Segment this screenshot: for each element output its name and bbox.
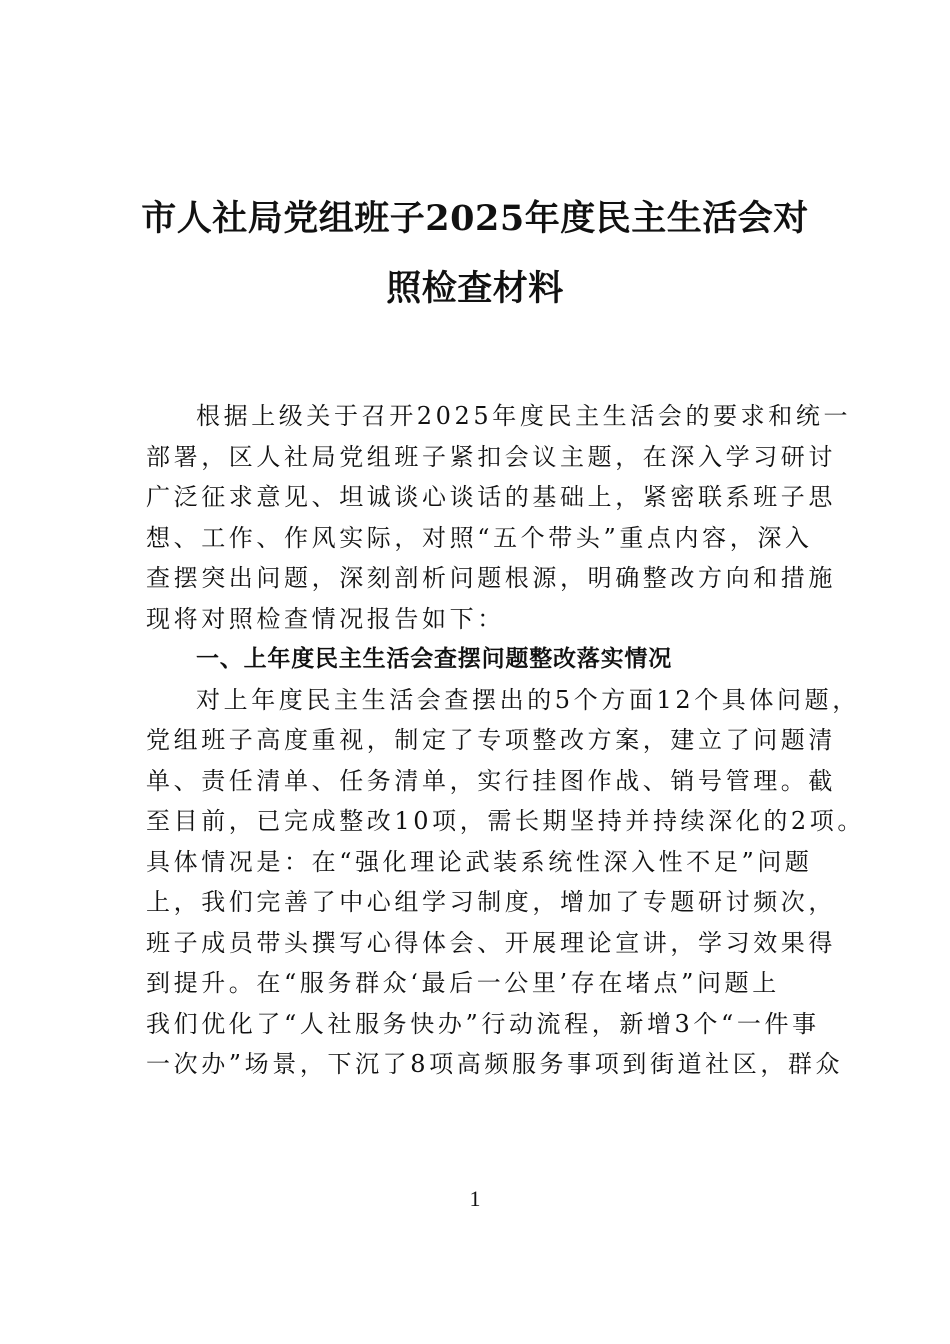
paragraph-line: 部署，区人社局党组班子紧扣会议主题，在深入学习研讨 <box>146 442 836 471</box>
paragraph-line: 一次办”场景，下沉了8项高频服务事项到街道社区，群众 <box>146 1050 844 1078</box>
paragraph-line: 班子成员带头撰写心得体会、开展理论宣讲，学习效果得 <box>146 928 836 957</box>
paragraph-line: 具体情况是：在“强化理论武装系统性深入性不足”问题 <box>146 847 813 876</box>
paragraph-line: 上，我们完善了中心组学习制度，增加了专题研讨频次， <box>146 888 836 916</box>
document-title-line-2: 照检查材料 <box>386 268 564 309</box>
paragraph-line: 党组班子高度重视，制定了专项整改方案，建立了问题清 <box>146 726 836 754</box>
paragraph-line: 查摆突出问题，深刻剖析问题根源，明确整改方向和措施 <box>146 564 836 592</box>
paragraph-line: 单、责任清单、任务清单，实行挂图作战、销号管理。截 <box>146 766 836 795</box>
paragraph-line: 到提升。在“服务群众‘最后一公里’存在堵点”问题上 <box>146 969 780 997</box>
paragraph-line: 根据上级关于召开2025年度民主生活会的要求和统一 <box>196 402 852 430</box>
paragraph-line: 现将对照检查情况报告如下： <box>146 604 505 633</box>
paragraph-line: 我们优化了“人社服务快办”行动流程，新增3个“一件事 <box>146 1009 820 1038</box>
document-title-line-1: 市人社局党组班子2025年度民主生活会对 <box>141 198 809 239</box>
paragraph-line: 想、工作、作风实际，对照“五个带头”重点内容，深入 <box>146 523 813 552</box>
paragraph-line: 对上年度民主生活会查摆出的5个方面12个具体问题， <box>196 685 860 714</box>
page-number: 1 <box>469 1186 481 1211</box>
section-heading: 一、上年度民主生活会查摆问题整改落实情况 <box>196 646 672 672</box>
document-body <box>146 396 866 1085</box>
paragraph-line: 广泛征求意见、坦诚谈心谈话的基础上，紧密联系班子思 <box>146 483 836 511</box>
paragraph-line: 至目前，已完成整改10项，需长期坚持并持续深化的2项。 <box>146 807 866 835</box>
